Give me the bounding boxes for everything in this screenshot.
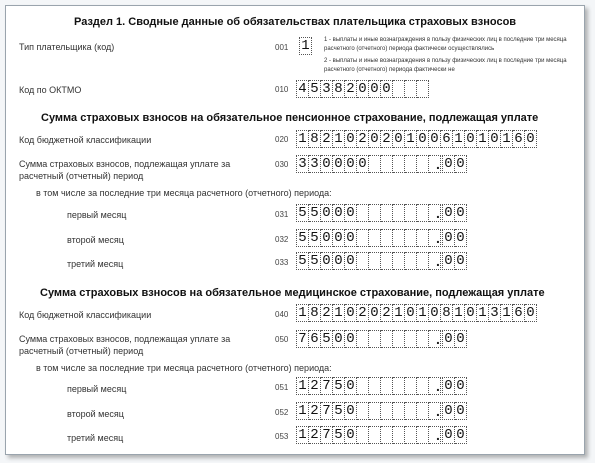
decimal-point: . (436, 156, 440, 172)
decimal-point: . (436, 253, 440, 269)
field-cell[interactable]: 0 (455, 204, 467, 222)
field-cell[interactable]: 8 (309, 304, 321, 322)
field-cell[interactable] (417, 426, 429, 444)
field-cell[interactable]: 8 (333, 80, 345, 98)
field-cell[interactable]: 3 (321, 80, 333, 98)
field-cell[interactable] (357, 229, 369, 247)
medical-kbk-code: 040 (275, 310, 289, 319)
field-cell[interactable] (417, 402, 429, 420)
field-cell[interactable]: 1 (333, 304, 345, 322)
field-cell[interactable] (393, 402, 405, 420)
field-cell[interactable]: 1 (453, 130, 465, 148)
pension-title: Сумма страховых взносов на обязательное пенсионное страхование, подлежащая уплате (41, 112, 539, 124)
field-cell[interactable]: 0 (321, 204, 333, 222)
field-cell[interactable] (381, 426, 393, 444)
field-cell[interactable] (357, 330, 369, 348)
field-cell[interactable] (369, 229, 381, 247)
field-cell[interactable]: 1 (501, 304, 513, 322)
field-cell[interactable] (357, 426, 369, 444)
pension-sum-rub-field[interactable] (296, 155, 441, 173)
field-cell[interactable]: 0 (465, 130, 477, 148)
field-cell[interactable] (417, 252, 429, 270)
pension-month3-code: 033 (275, 258, 289, 267)
field-cell[interactable]: 3 (489, 304, 501, 322)
field-cell[interactable]: 5 (333, 377, 345, 395)
field-cell[interactable]: 0 (333, 229, 345, 247)
field-cell[interactable]: 0 (489, 130, 501, 148)
payer-type-label: Тип плательщика (код) (19, 42, 115, 52)
field-cell[interactable]: 0 (321, 229, 333, 247)
field-cell[interactable] (393, 204, 405, 222)
medical-month3-code: 053 (275, 432, 289, 441)
medical-kbk-field[interactable] (296, 304, 537, 322)
pension-month2-code: 032 (275, 235, 289, 244)
field-cell[interactable]: 1 (393, 304, 405, 322)
medical-sum-label-line1: Сумма страховых взносов, подлежащая уплате за (19, 334, 231, 344)
field-cell[interactable] (393, 229, 405, 247)
field-cell[interactable]: 2 (357, 130, 369, 148)
field-cell[interactable] (417, 377, 429, 395)
pension-sum-label-line1: Сумма страховых взносов, подлежащая уплате за (19, 159, 231, 169)
field-cell[interactable]: 0 (345, 330, 357, 348)
field-cell[interactable] (393, 377, 405, 395)
pension-sum-label-line2: расчетный (отчетный) период (19, 171, 144, 181)
field-cell[interactable] (405, 155, 417, 173)
field-cell[interactable] (417, 155, 429, 173)
field-cell[interactable]: 0 (465, 304, 477, 322)
field-cell[interactable]: 0 (393, 130, 405, 148)
field-cell[interactable]: 0 (442, 252, 455, 270)
field-cell[interactable] (405, 402, 417, 420)
field-cell[interactable]: 5 (333, 402, 345, 420)
field-cell[interactable]: 0 (345, 229, 357, 247)
medical-month2-code: 052 (275, 408, 289, 417)
pension-month2-rub-field[interactable] (296, 229, 441, 247)
field-cell[interactable]: 2 (321, 130, 333, 148)
field-cell[interactable] (417, 204, 429, 222)
medical-month2-kop-field[interactable] (442, 402, 467, 420)
field-cell[interactable]: 0 (525, 130, 537, 148)
field-cell[interactable] (417, 330, 429, 348)
pension-kbk-field[interactable] (296, 130, 537, 148)
field-cell[interactable]: 0 (381, 80, 393, 98)
decimal-point: . (436, 331, 440, 347)
field-cell[interactable]: 0 (321, 155, 333, 173)
field-cell[interactable]: 5 (309, 229, 321, 247)
pension-month3-rub-field[interactable] (296, 252, 441, 270)
field-cell[interactable]: 7 (321, 402, 333, 420)
field-cell[interactable]: 0 (455, 252, 467, 270)
pension-sum-code: 030 (275, 160, 289, 169)
field-cell[interactable]: 5 (333, 426, 345, 444)
form-sheet (5, 5, 585, 455)
medical-month1-label: первый месяц (67, 384, 127, 394)
field-cell[interactable] (369, 204, 381, 222)
field-cell[interactable]: 5 (296, 204, 309, 222)
field-cell[interactable]: 0 (345, 377, 357, 395)
oktmo-code: 010 (275, 85, 289, 94)
field-cell[interactable]: 6 (513, 304, 525, 322)
field-cell[interactable] (393, 330, 405, 348)
field-cell[interactable]: 0 (345, 252, 357, 270)
field-cell[interactable] (405, 80, 417, 98)
field-cell[interactable]: 0 (455, 426, 467, 444)
field-cell[interactable]: 0 (429, 304, 441, 322)
field-cell[interactable]: 5 (309, 80, 321, 98)
field-cell[interactable]: 6 (309, 330, 321, 348)
field-cell[interactable]: 0 (442, 204, 455, 222)
field-cell[interactable]: 4 (296, 80, 309, 98)
field-cell[interactable]: 2 (321, 304, 333, 322)
pension-month1-kop-field[interactable] (442, 204, 467, 222)
section1-title: Раздел 1. Сводные данные об обязательствах плательщика страховых взносов (74, 16, 517, 28)
pension-month2-kop-field[interactable] (442, 229, 467, 247)
field-cell[interactable]: 0 (417, 130, 429, 148)
medical-months-label: в том числе за последние три месяца расчетного (отчетного) периода: (36, 363, 332, 373)
field-cell[interactable]: 0 (345, 204, 357, 222)
medical-sum-rub-field[interactable] (296, 330, 441, 348)
pension-month1-code: 031 (275, 210, 289, 219)
decimal-point: . (436, 205, 440, 221)
oktmo-label: Код по ОКТМО (19, 85, 82, 95)
field-cell[interactable]: 6 (441, 130, 453, 148)
field-cell[interactable]: 0 (333, 204, 345, 222)
field-cell[interactable] (381, 377, 393, 395)
field-cell[interactable]: 0 (442, 377, 455, 395)
field-cell[interactable]: 0 (345, 426, 357, 444)
field-cell[interactable]: 0 (525, 304, 537, 322)
field-cell[interactable]: 0 (455, 377, 467, 395)
field-cell[interactable]: 0 (455, 155, 467, 173)
field-cell[interactable]: 0 (442, 330, 455, 348)
field-cell[interactable] (417, 229, 429, 247)
field-cell[interactable]: 0 (357, 155, 369, 173)
field-cell[interactable]: 0 (455, 229, 467, 247)
payer-type-code: 001 (275, 43, 289, 52)
field-cell[interactable] (369, 252, 381, 270)
field-cell[interactable]: 0 (345, 402, 357, 420)
medical-month3-kop-field[interactable] (442, 426, 467, 444)
field-cell[interactable] (405, 252, 417, 270)
medical-kbk-label: Код бюджетной классификации (19, 310, 152, 320)
field-cell[interactable]: 7 (296, 330, 309, 348)
medical-sum-label-line2: расчетный (отчетный) период (19, 346, 144, 356)
field-cell[interactable] (369, 377, 381, 395)
pension-sum-kop-field[interactable] (442, 155, 467, 173)
oktmo-field[interactable] (296, 80, 429, 98)
field-cell[interactable]: 8 (309, 130, 321, 148)
pension-month2-label: второй месяц (67, 235, 124, 245)
field-cell[interactable]: 6 (513, 130, 525, 148)
field-cell[interactable]: 1 (296, 402, 309, 420)
medical-title: Сумма страховых взносов на обязательное медицинское страхование, подлежащая уплате (40, 287, 545, 299)
field-cell[interactable]: 1 (477, 304, 489, 322)
field-cell[interactable]: 2 (309, 402, 321, 420)
field-cell[interactable]: 5 (296, 229, 309, 247)
field-cell[interactable] (393, 80, 405, 98)
field-cell[interactable] (381, 155, 393, 173)
field-cell[interactable]: 0 (369, 130, 381, 148)
field-cell[interactable] (357, 377, 369, 395)
field-cell[interactable] (405, 330, 417, 348)
field-cell[interactable]: 0 (357, 80, 369, 98)
field-cell[interactable]: 2 (381, 130, 393, 148)
payer-type-note-1: 1 - выплаты и иные вознаграждения в пользу физических лиц в последние три месяца расчетного (отчетного) периода фактически осуществлялись (324, 37, 567, 52)
pension-months-label: в том числе за последние три месяца расчетного (отчетного) периода: (36, 188, 332, 198)
medical-sum-code: 050 (275, 335, 289, 344)
medical-month1-kop-field[interactable] (442, 377, 467, 395)
field-cell[interactable] (381, 229, 393, 247)
medical-month1-rub-field[interactable] (296, 377, 441, 395)
field-cell[interactable]: 0 (345, 130, 357, 148)
field-cell[interactable]: 0 (369, 304, 381, 322)
field-cell[interactable]: 0 (369, 80, 381, 98)
field-cell[interactable]: 0 (333, 155, 345, 173)
field-cell[interactable] (369, 402, 381, 420)
field-cell[interactable]: 0 (345, 304, 357, 322)
field-cell[interactable]: 0 (442, 229, 455, 247)
field-cell[interactable]: 1 (296, 130, 309, 148)
field-cell[interactable]: 0 (442, 426, 455, 444)
field-cell[interactable]: 0 (333, 330, 345, 348)
field-cell[interactable]: 1 (333, 130, 345, 148)
field-cell[interactable]: 8 (441, 304, 453, 322)
pension-month3-kop-field[interactable] (442, 252, 467, 270)
field-cell[interactable]: 3 (309, 155, 321, 173)
medical-month2-label: второй месяц (67, 409, 124, 419)
field-cell[interactable] (381, 330, 393, 348)
field-cell[interactable]: 0 (442, 402, 455, 420)
field-cell[interactable]: 2 (357, 304, 369, 322)
field-cell[interactable]: 1 (417, 304, 429, 322)
pension-kbk-label: Код бюджетной классификации (19, 135, 152, 145)
field-cell[interactable]: 1 (405, 130, 417, 148)
field-cell[interactable]: 1 (453, 304, 465, 322)
field-cell[interactable]: 7 (321, 377, 333, 395)
field-cell[interactable]: 1 (296, 377, 309, 395)
payer-type-note-2: 2 - выплаты и иные вознаграждения в пользу физических лиц в последние три месяца расчетного (отчетного) периода фактически не (324, 58, 567, 73)
decimal-point: . (436, 403, 440, 419)
pension-month1-rub-field[interactable] (296, 204, 441, 222)
medical-month2-rub-field[interactable] (296, 402, 441, 420)
field-cell[interactable]: 1 (296, 426, 309, 444)
field-cell[interactable]: 1 (501, 130, 513, 148)
field-cell[interactable]: 5 (309, 252, 321, 270)
field-cell[interactable]: 5 (296, 252, 309, 270)
field-cell[interactable]: 0 (455, 402, 467, 420)
field-cell[interactable] (369, 155, 381, 173)
payer-type-field[interactable] (299, 37, 312, 55)
medical-month1-code: 051 (275, 383, 289, 392)
field-cell[interactable]: 0 (455, 330, 467, 348)
field-cell[interactable] (417, 80, 429, 98)
field-cell[interactable]: 2 (345, 80, 357, 98)
field-cell[interactable]: 0 (345, 155, 357, 173)
field-cell[interactable]: 5 (321, 330, 333, 348)
field-cell[interactable] (357, 252, 369, 270)
field-cell[interactable]: 0 (321, 252, 333, 270)
pension-month3-label: третий месяц (67, 259, 124, 269)
medical-sum-kop-field[interactable] (442, 330, 467, 348)
field-cell[interactable] (405, 426, 417, 444)
field-cell[interactable]: 0 (429, 130, 441, 148)
field-cell[interactable] (381, 402, 393, 420)
field-cell[interactable] (393, 252, 405, 270)
field-cell[interactable]: 0 (442, 155, 455, 173)
field-cell[interactable]: 5 (309, 204, 321, 222)
field-cell[interactable] (393, 155, 405, 173)
field-cell[interactable]: 1 (299, 37, 312, 55)
decimal-point: . (436, 230, 440, 246)
field-cell[interactable]: 2 (381, 304, 393, 322)
pension-kbk-code: 020 (275, 135, 289, 144)
field-cell[interactable] (357, 204, 369, 222)
field-cell[interactable]: 1 (296, 304, 309, 322)
field-cell[interactable] (381, 204, 393, 222)
field-cell[interactable] (369, 330, 381, 348)
field-cell[interactable] (405, 229, 417, 247)
field-cell[interactable]: 3 (296, 155, 309, 173)
field-cell[interactable]: 0 (405, 304, 417, 322)
field-cell[interactable] (381, 252, 393, 270)
field-cell[interactable] (357, 402, 369, 420)
field-cell[interactable]: 1 (477, 130, 489, 148)
decimal-point: . (436, 427, 440, 443)
decimal-point: . (436, 378, 440, 394)
field-cell[interactable]: 2 (309, 426, 321, 444)
field-cell[interactable] (393, 426, 405, 444)
field-cell[interactable] (405, 377, 417, 395)
medical-month3-label: третий месяц (67, 433, 124, 443)
field-cell[interactable] (405, 204, 417, 222)
medical-month3-rub-field[interactable] (296, 426, 441, 444)
field-cell[interactable]: 0 (333, 252, 345, 270)
field-cell[interactable] (369, 426, 381, 444)
field-cell[interactable]: 2 (309, 377, 321, 395)
field-cell[interactable]: 7 (321, 426, 333, 444)
pension-month1-label: первый месяц (67, 210, 127, 220)
